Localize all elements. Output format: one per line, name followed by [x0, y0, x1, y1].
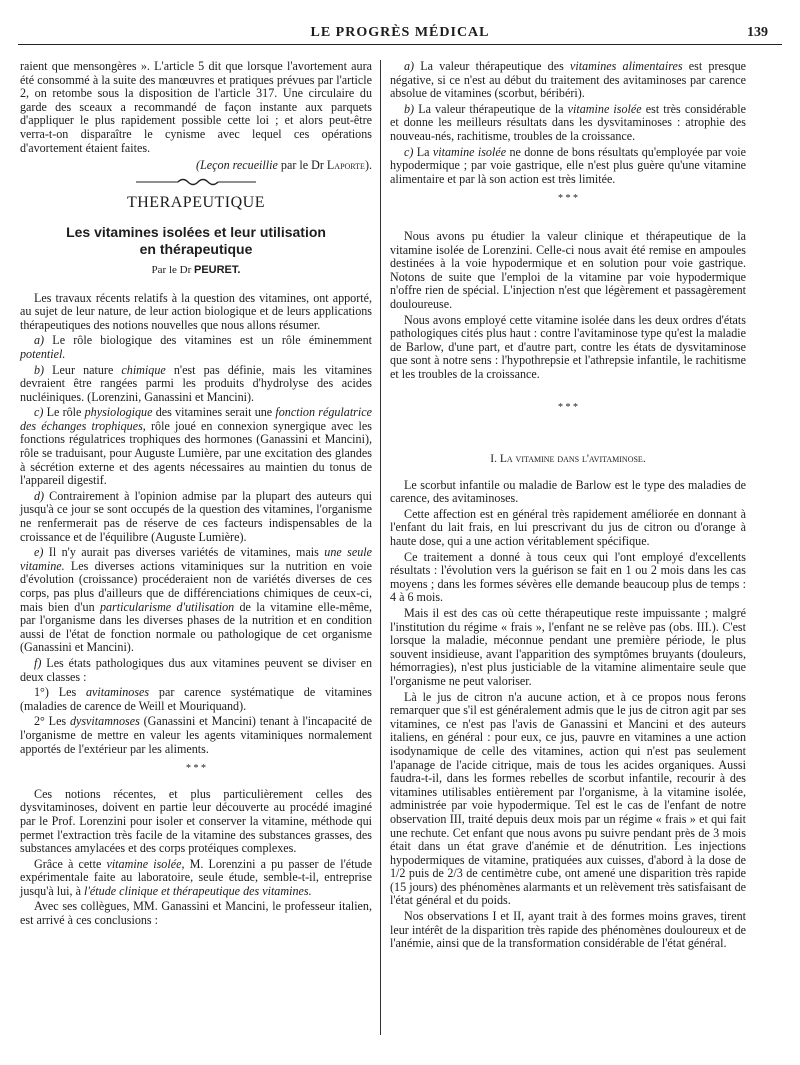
list-item: e) Il n'y aurait pas diverses variétés de vitamines, mais une seule vitamine. Les diverses actions vitaminiques sur la nutrition en voie d'évolution (croissance) procéderaient non de variétés diverses de ces corps, pas plus d'ailleurs que de différenciations chimiques de ceux-ci, mais bien d'un particularisme d'utilisation de la vitamine elle-même, par l'organisme dans les diverses phases de la nutrition et en condition aussi de l'état de fonction normale ou pathologique de cet organisme (Ganassini et Mancini). [20, 545, 372, 655]
list-item: a) La valeur thérapeutique des vitamines alimentaires est presque négative, si ce n'est au début du traitement des avitaminoses par carence absolue de vitamines (scorbut, béribéri). [390, 59, 747, 101]
list-item: 1°) Les avitaminoses par carence systématique de vitamines (maladies de carence de Weill et Mouriquand). [20, 685, 372, 713]
flourish-icon [136, 177, 256, 187]
paragraph: Nous avons pu étudier la valeur clinique et thérapeutique de la vitamine isolée de Lorenzini. Celle-ci nous avait été remise en ampoules destinées à la voie hypodermique et en solution pour voie gastrique. Notons de suite que l'emploi de la vitamine par voie hypodermique n'offre rien de spécial. L'injection n'est que légèrement et passagèrement douloureuse. [390, 228, 746, 311]
ornament-divider [20, 177, 372, 191]
paragraph: Cette affection est en général très rapidement améliorée en donnant à l'enfant du lait frais, en lui prescrivant du jus de citron ou d'orange à haute dose, qui a une action véritablement spécifique. [390, 506, 746, 549]
section-title: THERAPEUTIQUE [126, 194, 266, 212]
asterism: * * * [186, 763, 206, 775]
list-item: d) Contrairement à l'opinion admise par la plupart des auteurs qui jusqu'à ce jour se sont occupés de la question des vitamines, l'organisme ne renfermerait pas de réserve de ces facteurs indispensables de la croissance et de l'équilibre (Auguste Lumière). [20, 488, 372, 544]
paragraph: Les travaux récents relatifs à la question des vitamines, ont apporté, au sujet de leur nature, de leur action biologique et de leurs applications thérapeutiques des notions nouvelles que nous allons résumer. [20, 290, 372, 332]
right-column [390, 60, 746, 953]
signature: (Leçon recueillie par le Dr Laporte). [196, 158, 372, 173]
paragraph: Là le jus de citron n'a aucune action, et à ce propos nous ferons remarquer que s'il est généralement admis que le jus de citron agit par ses vitamines, ce n'est pas l'avis de Ganassini et Mancini et des auteurs italiens, en général : pour eux, ce jus, pauvre en vitamines a une action isodynamique de celle des vitamines, action qui n'est pas seulement l'apanage de l'acide citrique, mais de tous les acides organiques. Aussi faudra-t-il, dans les formes rebelles de scorbut infantile, recourir à des vitamines utilisables entièrement par l'organisme, à la vitamine isolée, administrée par voie hypodermique. Tel est le cas de l'enfant de notre observation III, traité depuis deux mois par un régime « frais » et qui fait une rechute. Cet enfant que nous avons pu suivre pendant près de 3 mois était dans un état grave d'anémie et de dénutrition. Les injections hypodermiques de vitamine, pratiquées aux cuisses, d'abord à la dose de 1/2 puis de 2/3 de centimètre cube, ont amené une disparition très rapide (15 jours) des phénomènes alarmants et un relèvement très satisfaisant de l'état général et du poids. [390, 689, 746, 908]
list-item: b) La valeur thérapeutique de la vitamine isolée est très considérable et donne les meilleurs résultats dans les dysvitaminoses : atrophie des nouveau-nés, rachitisme, troubles de la croissance. [390, 101, 746, 143]
asterism: * * * [558, 193, 578, 205]
paragraph: Avec ses collègues, MM. Ganassini et Mancini, le professeur italien, est arrivé à ces conclusions : [20, 899, 372, 928]
paragraph: Nos observations I et II, ayant trait à des formes moins graves, tirent leur intérêt de la disparition très rapide des phénomènes douloureux et de l'anémie, ainsi que de la transformation considérable de l'état général. [390, 909, 746, 951]
list-item: c) Le rôle physiologique des vitamines serait une fonction régulatrice des échanges trophiques, rôle joué en connexion synergique avec les fonctions régulatrices trophiques des hormones (Ganassini et Mancini), rôle se traduisant, pour Auguste Lumière, par une excitation des glandes à sécrétion externe et des agents nécessaires au maintien du tonus de l'appareil digestif. [20, 405, 372, 488]
left-column [20, 60, 372, 930]
asterism: * * * [558, 402, 578, 414]
paragraph: Grâce à cette vitamine isolée, M. Lorenzini a pu passer de l'étude expérimentale faite au laboratoire, seule étude, semble-t-il, entreprise jusqu'à lui, à l'étude clinique et thérapeutique des vitamines. [20, 856, 372, 898]
list-item: b) Leur nature chimique n'est pas définie, mais les vitamines devraient être rangées parmi les produits d'hydrolyse des acides nucléiniques. (Lorenzini, Ganassini et Mancini). [20, 362, 372, 404]
list-item: f) Les états pathologiques dus aux vitamines peuvent se diviser en deux classes : [20, 655, 372, 684]
column-divider [380, 60, 381, 1035]
paragraph: Le scorbut infantile ou maladie de Barlow est le type des maladies de carence, des avitaminoses. [390, 477, 746, 506]
paragraph: raient que mensongères ». L'article 5 dit que lorsque l'avortement aura été consommé à la suite des manœuvres et pratiques prévues par l'article 2, on retombe sous la disposition de l'article 317. Une circulaire du garde des sceaux a recommandé de façon instante aux parquets d'appliquer le plus rapidement possible cette loi ; et alors peut-être verra-t-on disparaître le cynisme avec lequel ces opérations d'avortement étaient faites. [20, 59, 372, 155]
list-item: c) La vitamine isolée ne donne de bons résultats qu'employée par voie hypodermique ; par voie gastrique, elle n'est plus guère qu'une vitamine alimentaire et par là son action est très limitée. [390, 144, 746, 186]
paragraph: Nous avons employé cette vitamine isolée dans les deux ordres d'états pathologiques cités plus haut : contre l'avitaminose type qu'est la maladie de Barlow, d'une part, et d'autre part, contre les états de dysvitaminose que sont à notre sens : l'hypothrepsie et l'athrepsie infantile, le rachitisme et les troubles de la croissance. [390, 312, 746, 381]
article-title: Les vitamines isolées et leur utilisation en thérapeutique [66, 223, 326, 257]
page-number: 139 [747, 25, 768, 40]
paragraph: Mais il est des cas où cette thérapeutique reste impuissante ; malgré l'institution du régime « frais », l'enfant ne se relève pas (obs. III.). C'est lorsque la maladie, méconnue pendant une première période, le plus souvent insidieuse, avant l'apparition des symptômes bruyants (douleurs, hémorragies), n'est plus justiciable de la vitamine alimentaire seule que l'organisme ne peut valoriser. [390, 606, 746, 688]
running-header [18, 18, 782, 45]
byline: Par le Dr PEURET. [151, 263, 241, 276]
list-item: a) Le rôle biologique des vitamines est un rôle éminemment potentiel. [20, 333, 372, 361]
paragraph: Ce traitement a donné à tous ceux qui l'ont employé d'excellents résultats : l'évolution vers la guérison se fait en 1 ou 2 mois dans les cas moyens ; dans les formes sévères elle demande beaucoup plus de temps : 4 à 6 mois. [390, 549, 746, 605]
subsection-heading: I. La vitamine dans l'avitaminose. [490, 453, 646, 466]
paragraph: Ces notions récentes, et plus particulièrement celles des dysvitaminoses, doivent en partie leur découverte au procédé imaginé par le Prof. Lorenzini pour isoler et conserver la vitamine, méthode qui permet l'extraction très facile de la vitamine des substances grasses, des substances amylacées et des corps protéiques complexes. [20, 786, 372, 856]
list-item: 2° Les dysvitamnoses (Ganassini et Mancini) tenant à l'incapacité de l'organisme de mettre en valeur les agents vitaminiques normalement apportés de l'extérieur par les aliments. [20, 714, 372, 756]
journal-title: LE PROGRÈS MÉDICAL [310, 25, 490, 40]
